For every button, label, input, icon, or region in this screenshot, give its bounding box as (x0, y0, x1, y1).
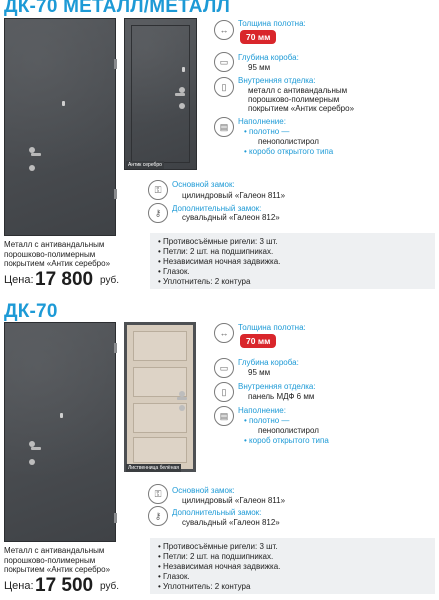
door-handle (175, 93, 185, 96)
extra-lock-value: сувальдный «Галеон 812» (182, 518, 280, 527)
finish-label: Лиственница белёная (128, 465, 179, 471)
door-lock-cylinder (182, 67, 185, 72)
door-lock-cylinder (62, 101, 65, 106)
door-lock-cylinder (60, 413, 63, 418)
door-keyhole (179, 103, 185, 109)
door-inner-image (124, 18, 197, 170)
inner-finish-line: панель МДФ 6 мм (248, 392, 315, 401)
door-keyhole (29, 459, 35, 465)
product-description: Металл с антивандальным порошково-полимерным покрытием «Антик серебро» (4, 546, 111, 574)
feature-item: • Противосъёмные ригели: 3 шт. (158, 542, 278, 551)
extra-lock-label: Дополнительный замок: (172, 508, 262, 517)
feature-item: • Противосъёмные ригели: 3 шт. (158, 237, 278, 246)
hinge (114, 59, 117, 69)
inner-finish-label: Внутренняя отделка: (238, 382, 316, 391)
product-description: Металл с антивандальным порошково-полимерным покрытием «Антик серебро» (4, 240, 111, 268)
filling-item: • короб открытого типа (244, 436, 329, 445)
features-box (150, 233, 435, 289)
filling-item: • коробо открытого типа (244, 147, 334, 156)
main-lock-label: Основной замок: (172, 486, 235, 495)
price-value: 17 500 (35, 575, 94, 596)
finish-label: Антик серебро (128, 162, 162, 168)
thickness-label: Толщина полотна: (238, 323, 306, 332)
price-label: Цена: (4, 274, 34, 286)
depth-value: 95 мм (248, 368, 271, 377)
feature-item: • Петли: 2 шт. на подшипниках. (158, 552, 274, 561)
frame-depth-icon: ▭ (214, 52, 234, 72)
depth-label: Глубина короба: (238, 358, 299, 367)
ruler-icon: ↔ (214, 323, 234, 343)
hinge (114, 513, 117, 523)
door-handle (31, 153, 41, 156)
hinge (114, 189, 117, 199)
thickness-badge: 70 мм (240, 30, 276, 44)
feature-item: • Глазок. (158, 572, 190, 581)
filling-label: Наполнение: (238, 406, 286, 415)
product-title: ДК-70 (4, 301, 58, 322)
extra-lock-label: Дополнительный замок: (172, 204, 262, 213)
product-title: ДК-70 МЕТАЛЛ/МЕТАЛЛ (4, 0, 231, 17)
inner-finish-line: порошково-полимерным (248, 95, 340, 104)
feature-item: • Независимая ночная задвижка. (158, 562, 281, 571)
filling-sub: пенополистирол (258, 137, 319, 146)
filling-sub: пенополистирол (258, 426, 319, 435)
cylinder-lock-icon: ⚿ (148, 484, 168, 504)
door-keyhole (179, 405, 185, 411)
main-lock-label: Основной замок: (172, 180, 235, 189)
inner-finish-label: Внутренняя отделка: (238, 76, 316, 85)
main-lock-value: цилиндровый «Галеон 811» (182, 496, 286, 505)
filling-label: Наполнение: (238, 117, 286, 126)
inner-finish-line: металл с антивандальным (248, 86, 348, 95)
price-currency: руб. (100, 275, 120, 286)
filling-item: • полотно — (244, 127, 290, 136)
filling-icon: ▤ (214, 117, 234, 137)
panel-molding (133, 437, 187, 463)
depth-label: Глубина короба: (238, 53, 299, 62)
feature-item: • Уплотнитель: 2 контура (158, 277, 251, 286)
feature-item: • Уплотнитель: 2 контура (158, 582, 251, 591)
door-handle (31, 447, 41, 450)
filling-item: • полотно — (244, 416, 290, 425)
ruler-icon: ↔ (214, 20, 234, 40)
panel-molding (133, 331, 187, 361)
door-handle (177, 397, 187, 400)
main-lock-value: цилиндровый «Галеон 811» (182, 191, 286, 200)
door-outer-image (4, 18, 116, 236)
cylinder-lock-icon: ⚿ (148, 180, 168, 200)
thickness-badge: 70 мм (240, 334, 276, 348)
door-outer-image (4, 322, 116, 542)
depth-value: 95 мм (248, 63, 271, 72)
filling-icon: ▤ (214, 406, 234, 426)
inner-finish-line: покрытием «Антик серебро» (248, 104, 355, 113)
key-lock-icon: ⚷ (148, 203, 168, 223)
thickness-label: Толщина полотна: (238, 19, 306, 28)
door-keyhole (29, 165, 35, 171)
door-inner-panel-image (124, 322, 196, 472)
door-finish-icon: ▯ (214, 77, 234, 97)
extra-lock-value: сувальдный «Галеон 812» (182, 213, 280, 222)
features-box (150, 538, 435, 594)
key-lock-icon: ⚷ (148, 506, 168, 526)
feature-item: • Независимая ночная задвижка. (158, 257, 281, 266)
price-label: Цена: (4, 580, 34, 592)
feature-item: • Петли: 2 шт. на подшипниках. (158, 247, 274, 256)
hinge (114, 343, 117, 353)
frame-depth-icon: ▭ (214, 358, 234, 378)
price-currency: руб. (100, 581, 120, 592)
door-finish-icon: ▯ (214, 382, 234, 402)
feature-item: • Глазок. (158, 267, 190, 276)
price-value: 17 800 (35, 269, 94, 290)
